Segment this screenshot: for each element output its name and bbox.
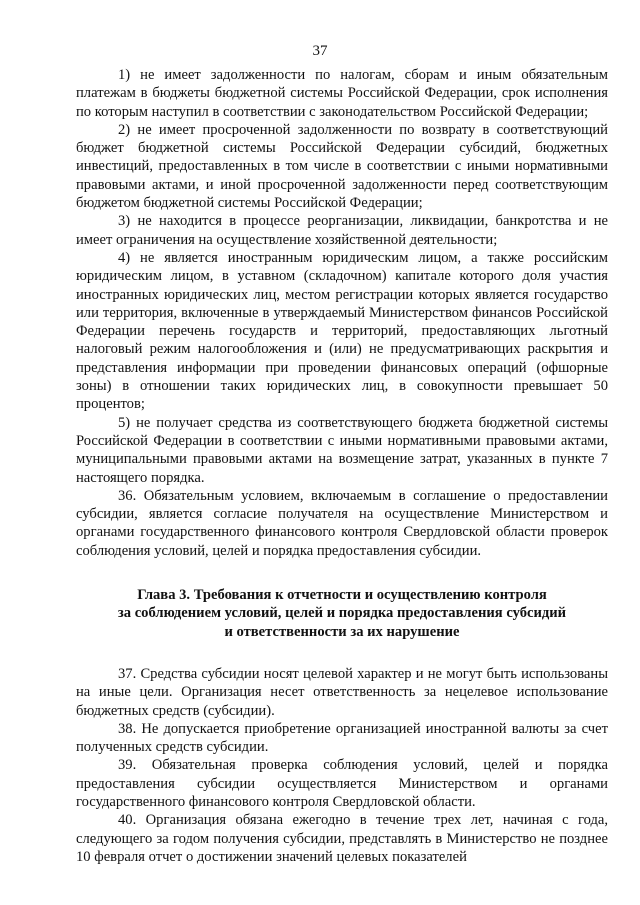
chapter-heading xyxy=(76,586,608,641)
paragraph-item-1: 1) не имеет задолженности по налогам, сборам и иным обязательным платежам в бюджеты бюджетной системы Российской Федерации, срок исполнения по которым наступил в соответствии с законодательством Российской Федерации; xyxy=(76,67,608,120)
paragraph-36: 36. Обязательным условием, включаемым в соглашение о предоставлении субсидии, является согласие получателя на осуществление Министерством и органами государственного финансового контроля Свердловской области проверок соблюдения условий, целей и порядка предоставления субсидии. xyxy=(76,487,608,559)
paragraph-item-2: 2) не имеет просроченной задолженности по возврату в соответствующий бюджет бюджетной системы Российской Федерации субсидий, бюджетных инвестиций, предоставленных в том числе в соответствии с иными нормативными правовыми актами, и иной просроченной задолженности перед соответствующим бюджетом бюджетной системы Российской Федерации; xyxy=(76,121,608,212)
paragraph-38: 38. Не допускается приобретение организацией иностранной валюты за счет полученных средств субсидии. xyxy=(76,720,608,756)
chapter-heading-line-2: за соблюдением условий, целей и порядка предоставления субсидий xyxy=(117,605,567,622)
chapter-heading-line-1: Глава 3. Требования к отчетности и осуществлению контроля xyxy=(137,587,547,604)
paragraph-item-4: 4) не является иностранным юридическим лицом, а также российским юридическим лицом, в уставном (складочном) капитале которого доля участия иностранных юридических лиц, местом регистрации которых является государство или территория, включенные в утверждаемый Министерством финансов Российской Федерации перечень государств и территорий, предоставляющих льготный налоговый режим налогообложения и (или) не предусматривающих раскрытия и представления информации при проведении финансовых операций (офшорные зоны) в отношении таких юридических лиц, в совокупности превышает 50 процентов; xyxy=(76,249,608,413)
paragraph-item-5: 5) не получает средства из соответствующего бюджета бюджетной системы Российской Федерации в соответствии с иными нормативными правовыми актами, муниципальными правовыми актами на возмещение затрат, указанных в пункте 7 настоящего порядка. xyxy=(76,414,608,486)
chapter-heading-line-3: и ответственности за их нарушение xyxy=(224,623,460,640)
paragraph-40: 40. Организация обязана ежегодно в течение трех лет, начиная с года, следующего за годом получения субсидии, представлять в Министерство не позднее 10 февраля отчет о достижении значений целевых показателей xyxy=(76,812,608,865)
paragraph-37: 37. Средства субсидии носят целевой характер и не могут быть использованы на иные цели. Организация несет ответственность за нецелевое использование бюджетных средств (субсидии). xyxy=(76,665,608,719)
paragraph-item-3: 3) не находится в процессе реорганизации, ликвидации, банкротства и не имеет ограничения на осуществление хозяйственной деятельности; xyxy=(76,213,608,248)
document-body xyxy=(76,66,608,866)
page-number: 37 xyxy=(312,43,328,59)
paragraph-39: 39. Обязательная проверка соблюдения условий, целей и порядка предоставления субсидии осуществляется Министерством и органами государственного финансового контроля Свердловской области. xyxy=(76,757,608,810)
